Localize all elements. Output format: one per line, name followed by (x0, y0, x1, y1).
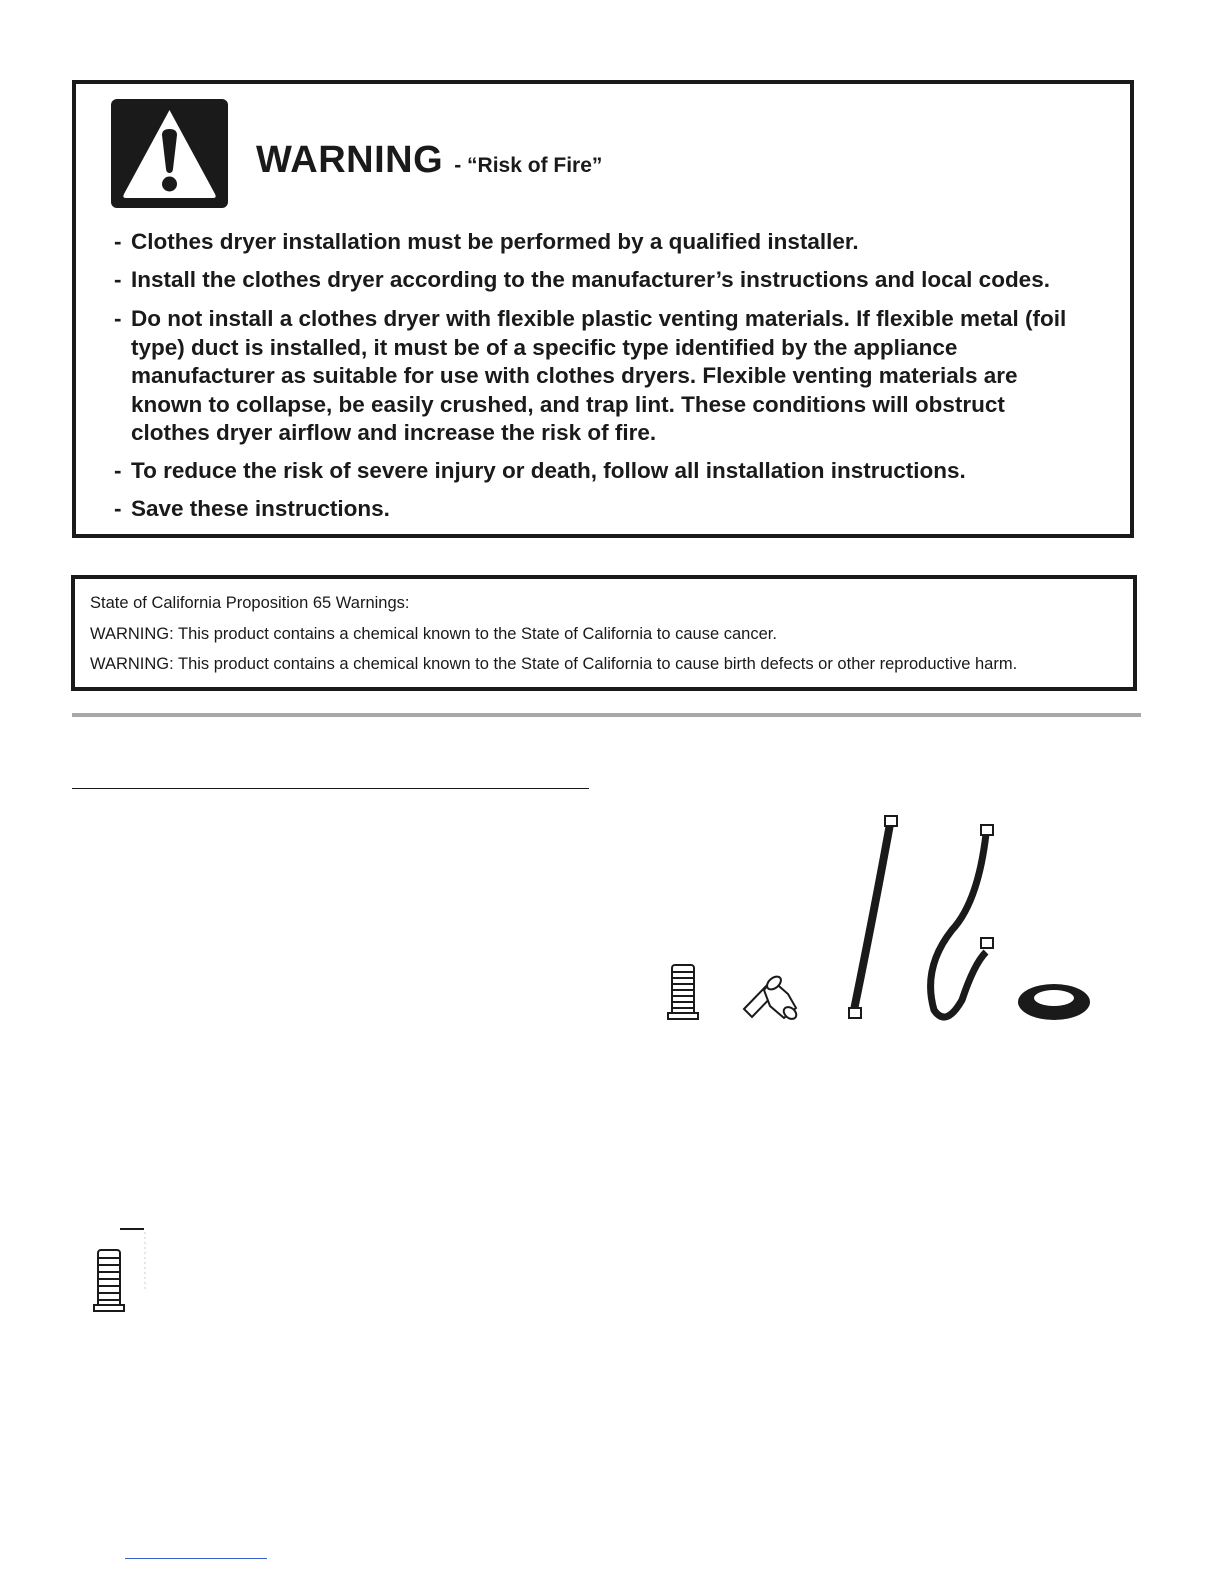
warning-item: - Do not install a clothes dryer with flexible plastic venting materials. If flexible metal (foil type) duct is installed, it must be of a specific type identified by the appliance manufacturer as suitable for use with clothes dryers. Flexible venting materials are known to collapse, be easily crushed, and trap lint. These conditions will obstruct clothes dryer airflow and increase the risk of fire. (114, 306, 1067, 445)
drain-support-icon (668, 965, 698, 1019)
straight-hose-icon (849, 816, 897, 1018)
heading-rule (72, 788, 589, 789)
warning-subtitle: - “Risk of Fire” (454, 154, 603, 177)
warning-title-text: WARNING (256, 139, 444, 181)
warning-item: - Install the clothes dryer according to the manufacturer’s instructions and local codes. (114, 267, 1050, 292)
warning-item: - Clothes dryer installation must be performed by a qualified installer. (114, 229, 859, 254)
rubber-washer-icon (1018, 984, 1090, 1020)
prop65-heading: State of California Proposition 65 Warnings: (90, 594, 410, 612)
drain-support-icon (86, 1222, 156, 1317)
y-connector-icon (744, 974, 799, 1021)
warning-item: - Save these instructions. (114, 496, 390, 521)
section-divider (72, 713, 1141, 717)
warning-triangle-icon (111, 99, 228, 208)
warning-title (256, 140, 602, 186)
prop65-warning-line: WARNING: This product contains a chemical known to the State of California to cause birth defects or other reproductive harm. (90, 655, 1018, 673)
parts-illustration (660, 812, 1100, 1032)
footer-link-underline (125, 1558, 267, 1559)
curved-hose-icon (931, 825, 993, 1017)
warning-item: - To reduce the risk of severe injury or death, follow all installation instructions. (114, 458, 966, 483)
prop65-warning-line: WARNING: This product contains a chemical known to the State of California to cause cancer. (90, 625, 777, 643)
